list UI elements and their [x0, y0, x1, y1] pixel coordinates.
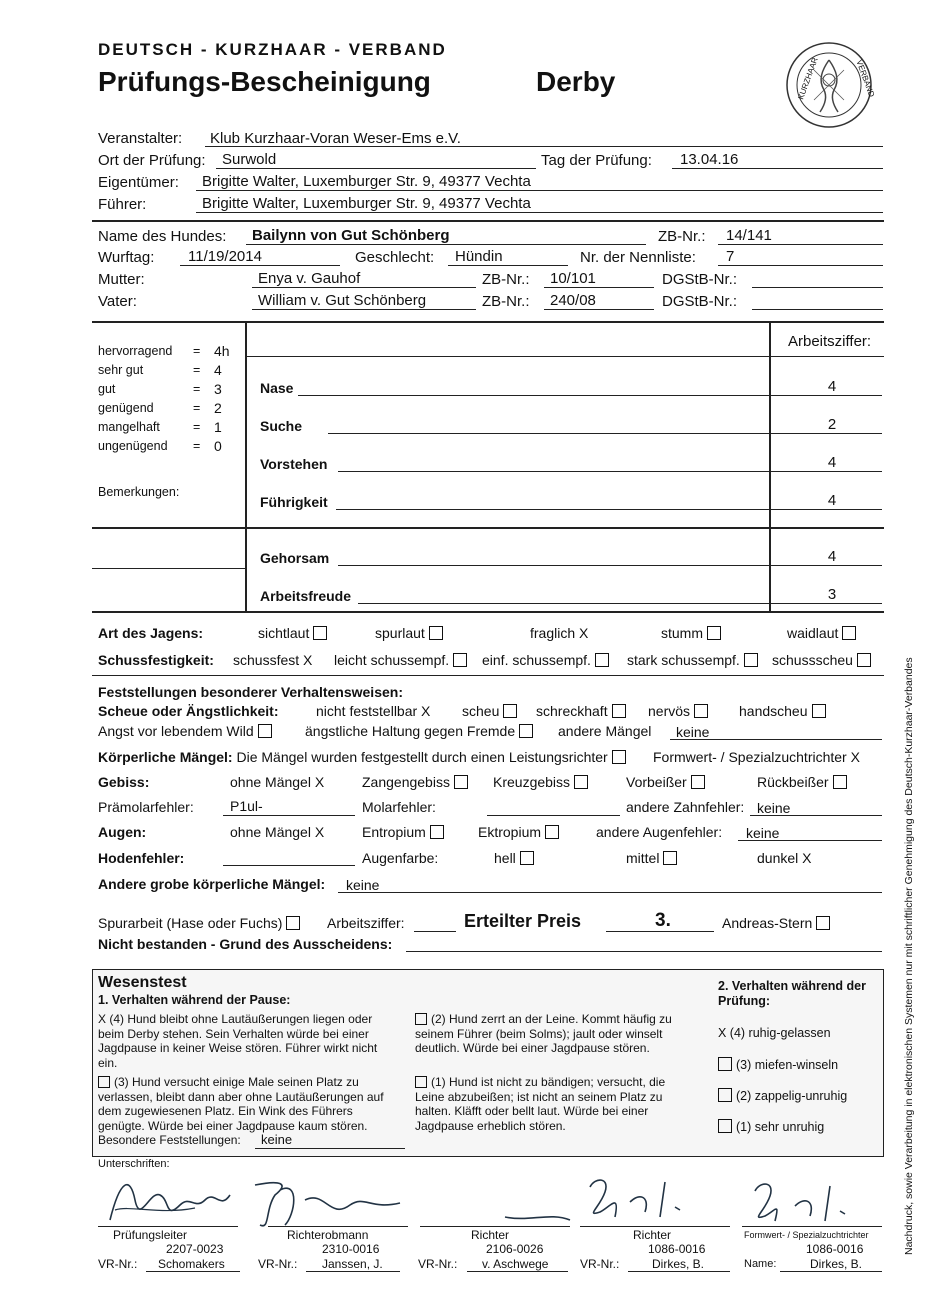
augenfarbe-mittel[interactable]: mittel [626, 850, 677, 866]
schuss-label: Schussfestigkeit: [98, 652, 214, 668]
andere-augen-label: andere Augenfehler: [596, 824, 723, 840]
grade-row-label: Arbeitsfreude [260, 588, 352, 604]
legend-eq: = [193, 382, 201, 396]
augen-entropium[interactable]: Entropium [362, 824, 444, 840]
side-copyright: Nachdruck, sowie Verarbeitung in elektronischen Systemen nur mit schriftlicher Genehmigung des Deutsch-Kurzhaar-Verbandes [903, 657, 915, 1255]
eigentuemer-label: Eigentümer: [98, 174, 179, 191]
fuehrer-value: Brigitte Walter, Luxemburger Str. 9, 49377 Vechta [202, 195, 531, 212]
scheu-label: Scheue oder Ängstlichkeit: [98, 703, 279, 719]
sig-vr-label: VR-Nr.: [580, 1257, 620, 1271]
legend-value: 1 [214, 419, 222, 435]
vater-label: Vater: [98, 293, 137, 310]
grade-row-score: 4 [827, 378, 837, 395]
gebiss-kreuz[interactable]: Kreuzgebiss [493, 774, 588, 790]
ort-value: Surwold [222, 151, 277, 168]
tag-value: 13.04.16 [680, 151, 739, 168]
mutter-label: Mutter: [98, 271, 145, 288]
checkbox[interactable] [857, 653, 871, 667]
bemerkungen-label: Bemerkungen: [98, 485, 180, 499]
sig-role: Formwert- / Spezialzuchtrichter [744, 1230, 869, 1240]
preis-value: 3. [655, 910, 671, 931]
legend-eq: = [193, 401, 201, 415]
checkbox[interactable] [574, 775, 588, 789]
spur[interactable]: Spurarbeit (Hase oder Fuchs) [98, 915, 300, 931]
checkbox[interactable] [612, 750, 626, 764]
sig-role: Prüfungsleiter [113, 1228, 188, 1242]
checkbox[interactable] [694, 704, 708, 718]
legend-eq: = [193, 363, 201, 377]
legend-label: ungenügend [98, 439, 168, 453]
scheu-schreckhaft[interactable]: schreckhaft [536, 703, 626, 719]
wesenstest-h2b: Prüfung: [718, 994, 771, 1008]
mutter-zb-label: ZB-Nr.: [482, 271, 530, 288]
legend-value: 4h [214, 343, 230, 359]
praemolar-label: Prämolarfehler: [98, 799, 194, 815]
augenfarbe-dunkel[interactable]: dunkel X [757, 850, 812, 866]
checkbox[interactable] [718, 1119, 732, 1133]
wesenstest-h2a: 2. Verhalten während der [718, 979, 866, 993]
veranstalter-value: Klub Kurzhaar-Voran Weser-Ems e.V. [210, 130, 461, 147]
vater-dgstb-label: DGStB-Nr.: [662, 293, 738, 310]
scheu-nicht[interactable]: nicht feststellbar X [316, 703, 431, 719]
seal-logo [784, 40, 877, 130]
eigentuemer-value: Brigitte Walter, Luxemburger Str. 9, 49377 Vechta [202, 173, 531, 190]
mutter-dgstb-label: DGStB-Nr.: [662, 271, 738, 288]
grade-row-score: 2 [827, 416, 837, 433]
hoden-label: Hodenfehler: [98, 850, 185, 866]
checkbox[interactable] [545, 825, 559, 839]
gebiss-vorbeisser[interactable]: Vorbeißer [626, 774, 705, 790]
legend-eq: = [193, 344, 201, 358]
sig-name: v. Aschwege [482, 1257, 549, 1271]
signatures-label: Unterschriften: [98, 1158, 170, 1170]
sig-name: Dirkes, B. [652, 1257, 705, 1271]
grobe-label: Andere grobe körperliche Mängel: [98, 876, 326, 892]
jagen-stumm[interactable]: stumm [661, 625, 721, 641]
dogname-label: Name des Hundes: [98, 228, 227, 245]
ort-label: Ort der Prüfung: [98, 152, 206, 169]
mutter-value: Enya v. Gauhof [258, 270, 361, 287]
scheu-scheu[interactable]: scheu [462, 703, 517, 719]
checkbox[interactable] [454, 775, 468, 789]
wesen-r3[interactable]: (3) miefen-winseln [718, 1057, 838, 1072]
sig-vr-label: VR-Nr.: [418, 1257, 458, 1271]
checkbox[interactable] [519, 724, 533, 738]
checkbox[interactable] [718, 1088, 732, 1102]
angst-wild[interactable]: Angst vor lebendem Wild [98, 723, 272, 739]
seal-text-right: VERBAND [854, 58, 877, 99]
vater-zb-label: ZB-Nr.: [482, 293, 530, 310]
sig-role: Richter [633, 1228, 672, 1242]
signature-pruefungsleiter [100, 1170, 240, 1233]
sig-nr: 2207-0023 [166, 1242, 224, 1256]
checkbox[interactable] [744, 653, 758, 667]
checkbox[interactable] [520, 851, 534, 865]
schuss-stark[interactable]: stark schussempf. [627, 652, 758, 668]
mutter-zb-value: 10/101 [550, 270, 596, 287]
sig-nr: 2310-0016 [322, 1242, 380, 1256]
scheu-nervoes[interactable]: nervös [648, 703, 708, 719]
legend-eq: = [193, 439, 201, 453]
augen-ektropium[interactable]: Ektropium [478, 824, 559, 840]
checkbox[interactable] [833, 775, 847, 789]
gebiss-label: Gebiss: [98, 774, 150, 790]
grade-row-label: Nase [260, 380, 294, 396]
schuss-einf[interactable]: einf. schussempf. [482, 652, 609, 668]
gebiss-rueckbeisser[interactable]: Rückbeißer [757, 774, 847, 790]
geschlecht-value: Hündin [455, 248, 503, 265]
praemolar-value: P1ul- [230, 798, 263, 814]
andere-zahn-value: keine [757, 800, 791, 816]
besondere-label: Besondere Feststellungen: [98, 1133, 241, 1147]
augen-label: Augen: [98, 824, 147, 840]
molar-label: Molarfehler: [362, 799, 436, 815]
wesenstest-h1: 1. Verhalten während der Pause: [98, 993, 291, 1007]
page-title-derby: Derby [536, 66, 616, 97]
sig-nr: 2106-0026 [486, 1242, 544, 1256]
tag-label: Tag der Prüfung: [541, 152, 652, 169]
andere-augen-value: keine [746, 825, 780, 841]
augenfarbe-label: Augenfarbe: [362, 850, 439, 866]
grade-row-score: 4 [827, 492, 837, 509]
koerper-line: Körperliche Mängel: Die Mängel wurden festgestellt durch einen Leistungsrichter [98, 749, 626, 765]
legend-eq: = [193, 420, 201, 434]
verhalten-heading: Feststellungen besonderer Verhaltensweisen: [98, 684, 403, 700]
preis-label: Erteilter Preis [464, 911, 582, 931]
jagen-waidlaut[interactable]: waidlaut [787, 625, 856, 641]
wesenstest-p4: X (4) Hund bleibt ohne Lautäußerungen liegen oder beim Derby stehen. Sein Verhalten würde bei einer Jagdpause in keiner Weise stören. Führer wirkt nicht ein. [98, 1012, 378, 1070]
grade-row-score: 3 [827, 586, 837, 603]
gebiss-zange[interactable]: Zangengebiss [362, 774, 468, 790]
sig-role: Richter [471, 1228, 510, 1242]
jagen-sichtlaut[interactable]: sichtlaut [258, 625, 327, 641]
jagen-spurlaut[interactable]: spurlaut [375, 625, 443, 641]
checkbox[interactable] [98, 1076, 110, 1088]
sig-nr: 1086-0016 [806, 1242, 864, 1256]
grade-row-label: Vorstehen [260, 456, 328, 472]
schuss-scheu[interactable]: schussscheu [772, 652, 871, 668]
schuss-leicht[interactable]: leicht schussempf. [334, 652, 467, 668]
nennliste-value: 7 [726, 248, 735, 265]
andere-maengel-value: keine [676, 724, 710, 740]
checkbox[interactable] [313, 626, 327, 640]
checkbox[interactable] [812, 704, 826, 718]
legend-label: hervorragend [98, 344, 173, 358]
geschlecht-label: Geschlecht: [355, 249, 435, 266]
schuss-schussfest[interactable]: schussfest X [233, 652, 313, 668]
checkbox[interactable] [415, 1076, 427, 1088]
checkbox[interactable] [430, 825, 444, 839]
page-title: Prüfungs-Bescheinigung [98, 66, 431, 97]
checkbox[interactable] [429, 626, 443, 640]
sig-name: Dirkes, B. [810, 1257, 863, 1271]
legend-value: 0 [214, 438, 222, 454]
legend-label: mangelhaft [98, 420, 160, 434]
checkbox[interactable] [286, 916, 300, 930]
scheu-handscheu[interactable]: handscheu [739, 703, 826, 719]
sig-nr: 1086-0016 [648, 1242, 706, 1256]
wesen-r4[interactable]: X (4) ruhig-gelassen [718, 1026, 831, 1040]
checkbox[interactable] [595, 653, 609, 667]
gebiss-ohne[interactable]: ohne Mängel X [230, 774, 325, 790]
seal-text-left: KURZHAAR [796, 56, 820, 101]
legend-label: sehr gut [98, 363, 144, 377]
checkbox[interactable] [707, 626, 721, 640]
sig-vr-label: VR-Nr.: [258, 1257, 298, 1271]
veranstalter-label: Veranstalter: [98, 130, 183, 147]
legend-label: gut [98, 382, 116, 396]
andere-maengel-label: andere Mängel [558, 723, 652, 739]
checkbox[interactable] [453, 653, 467, 667]
checkbox[interactable] [612, 704, 626, 718]
checkbox[interactable] [718, 1057, 732, 1071]
org-name: DEUTSCH - KURZHAAR - VERBAND [98, 40, 447, 59]
legend-value: 2 [214, 400, 222, 416]
wesenstest-title: Wesenstest [98, 974, 187, 991]
sig-vr-label: VR-Nr.: [98, 1257, 138, 1271]
wesen-r1[interactable]: (1) sehr unruhig [718, 1119, 824, 1134]
stern[interactable]: Andreas-Stern [722, 915, 830, 931]
result-az-label: Arbeitsziffer: [327, 915, 405, 931]
checkbox[interactable] [691, 775, 705, 789]
wesenstest-p3: (3) Hund versucht einige Male seinen Platz zu verlassen, bleibt dann aber ohne Lautäußerungen auf dem zugewiesenen Platz. Ein Wink des Führers genügte. Würde bei einer Jagdpause kaum stören. [98, 1075, 384, 1133]
grade-row-score: 4 [827, 454, 837, 471]
dog-zb-label: ZB-Nr.: [658, 228, 706, 245]
vater-value: William v. Gut Schönberg [258, 292, 427, 309]
grade-row-score: 4 [827, 548, 837, 565]
grade-row-label: Suche [260, 418, 303, 434]
wesenstest-p1: (1) Hund ist nicht zu bändigen; versucht, die Leine abzubeißen; ist nicht an seinem Platz zu halten. Kläfft oder bellt laut. Würde bei einer Jagdpause erheblich stören. [415, 1075, 666, 1133]
nicht-bestanden-label: Nicht bestanden - Grund des Ausscheidens: [98, 936, 393, 952]
jagen-label: Art des Jagens: [98, 625, 204, 641]
dogname-value: Bailynn von Gut Schönberg [252, 227, 450, 244]
sig-role: Richterobmann [287, 1228, 369, 1242]
angst-fremde[interactable]: ängstliche Haltung gegen Fremde [305, 723, 533, 739]
arbeitsziffer-header: Arbeitsziffer: [788, 333, 872, 350]
grade-row-label: Gehorsam [260, 550, 330, 566]
wurftag-value: 11/19/2014 [188, 248, 262, 265]
checkbox[interactable] [663, 851, 677, 865]
fuehrer-label: Führer: [98, 196, 147, 213]
checkbox[interactable] [415, 1013, 427, 1025]
wesenstest-p2: (2) Hund zerrt an der Leine. Kommt häufig zu seinem Führer (beim Solms); jault oder winselt deutlich. Würde bei einer Jagdpause stören. [415, 1012, 672, 1055]
legend-value: 4 [214, 362, 222, 378]
checkbox[interactable] [842, 626, 856, 640]
sig-name: Schomakers [158, 1257, 225, 1271]
andere-zahn-label: andere Zahnfehler: [626, 799, 745, 815]
jagen-fraglich[interactable]: fraglich X [530, 625, 589, 641]
legend-label: genügend [98, 401, 154, 415]
wurftag-label: Wurftag: [98, 249, 155, 266]
wesenstest-box [92, 969, 884, 1157]
dog-zb-value: 14/141 [726, 227, 772, 244]
grade-row-label: Führigkeit [260, 494, 328, 510]
wesen-r2[interactable]: (2) zappelig-unruhig [718, 1088, 847, 1103]
checkbox[interactable] [258, 724, 272, 738]
koerper-formwert[interactable]: Formwert- / Spezialzuchtrichter X [653, 749, 860, 765]
checkbox[interactable] [816, 916, 830, 930]
besondere-value: keine [261, 1132, 293, 1147]
legend-value: 3 [214, 381, 222, 397]
sig-name-label: Name: [744, 1258, 777, 1270]
checkbox[interactable] [503, 704, 517, 718]
augenfarbe-hell[interactable]: hell [494, 850, 534, 866]
nennliste-label: Nr. der Nennliste: [580, 249, 696, 266]
grobe-value: keine [346, 877, 380, 893]
vater-zb-value: 240/08 [550, 292, 596, 309]
sig-name: Janssen, J. [322, 1257, 383, 1271]
augen-ohne[interactable]: ohne Mängel X [230, 824, 325, 840]
